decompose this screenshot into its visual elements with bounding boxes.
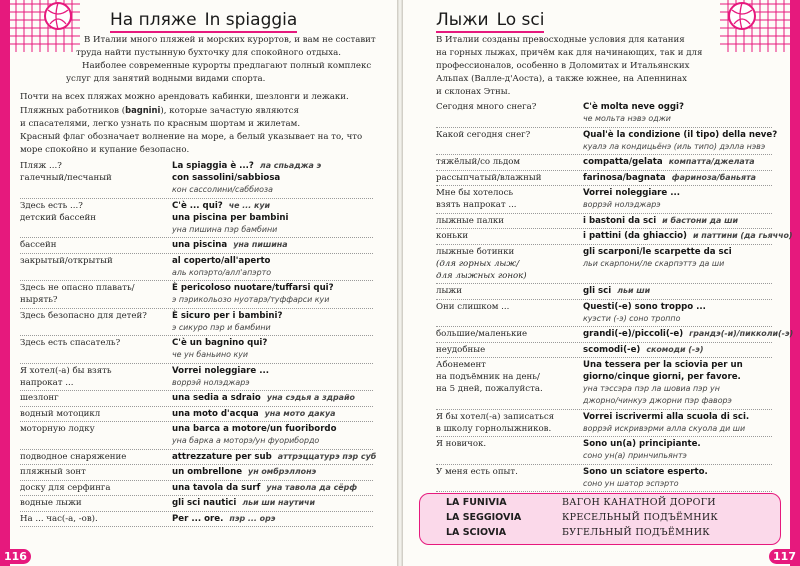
transliteration: э сикуро пэр и бамбини [172,322,271,332]
right-phrase-row [436,344,772,356]
russian-phrase-line: для лыжных гонок) [436,270,527,281]
russian-phrase-line: закрытый/открытый [20,255,113,266]
russian-phrase [20,239,56,251]
russian-phrase [436,187,517,211]
russian-phrase-line: Здесь есть ...? [20,200,83,211]
transliteration: аль копэрто/алл'апэрто [172,267,272,277]
russian-phrase-line: Здесь безопасно для детей? [20,310,147,321]
russian-phrase-line: галечный/песчаный [20,173,112,183]
left-section-title [110,10,297,33]
russian-phrase-line: Сегодня много снега? [436,102,537,112]
transliteration: уна барка а моторэ/ун фуорибордо [172,436,320,445]
russian-phrase [436,301,509,313]
russian-phrase-line: коньки [436,231,469,241]
russian-phrase [20,200,96,224]
russian-phrase-line: большие/маленькие [436,329,528,339]
transliteration: воррэй нолэджарэ [172,377,250,387]
right-phrase-row [436,438,772,462]
russian-phrase [436,438,486,450]
transliteration: че мольта нэвэ оджи [583,114,671,123]
left-phrase-row [20,282,373,306]
russian-phrase [436,285,462,297]
left-intro-line: В Италии много пляжей и морских курортов, и вам не составит [84,35,376,45]
italian-phrase-line: Vorrei noleggiare ... [583,188,681,198]
italian-phrase-line: attrezzature per sub аттрэццатурэ пэр суб [172,451,377,462]
transliteration: воррэй нолэджарэ [583,200,661,209]
left-phrase-row [20,497,373,509]
russian-phrase-line: пляжный зонт [20,467,86,477]
russian-phrase-line: подводное снаряжение [20,451,127,462]
italian-phrase-line: al coperto/all'aperto [172,255,271,266]
glossary-row [420,512,780,526]
right-phrase-row [436,328,794,340]
russian-phrase-line: взять напрокат ... [436,200,517,210]
left-phrase-row [20,337,373,361]
russian-phrase [436,215,504,227]
italian-phrase-line: con sassolini/sabbiosa [172,173,281,183]
russian-phrase [436,156,520,168]
russian-phrase-line: лыжные ботинки [436,246,515,257]
glossary-it: LA FUNIVIA [446,497,507,508]
russian-phrase-line: лыжные палки [436,215,504,226]
left-intro [66,34,376,86]
transliteration: уна пишина [233,240,288,249]
russian-phrase [20,423,95,435]
russian-phrase [20,513,98,525]
right-phrase-row [436,172,772,184]
russian-phrase-line: на подъёмник на день/ [436,372,540,382]
russian-phrase [20,160,112,184]
russian-phrase [436,172,541,184]
russian-phrase [20,497,82,509]
russian-phrase [436,344,485,356]
right-phrase-row [436,187,772,211]
italian-phrase-line: Sono un(a) principiante. [583,439,701,449]
transliteration: уна тавола да сёрф [266,482,358,492]
transliteration: аттрэццатурэ пэр суб [277,451,377,461]
glossary-it: LA SCIOVIA [446,527,507,538]
right-intro-line: Альпах (Валле-д'Аоста), а также южнее, на Апеннинах [436,74,687,84]
russian-phrase-line: Пляж ...? [20,161,62,171]
russian-phrase-line: водный мотоцикл [20,408,101,419]
left-title-it: In spiaggia [204,10,298,30]
italian-phrase-line: una tavola da surf уна тавола да сёрф [172,482,358,493]
left-intro2-line: Почти на всех пляжах можно арендовать кабинки, шезлонги и лежаки. [20,92,349,102]
transliteration: пэр ... орэ [229,513,276,523]
left-intro2-line: море спокойно и купание безопасно. [20,145,190,155]
transliteration: че ун баньино куи [172,350,249,359]
transliteration: соно ун шатор эспэрто [583,478,679,488]
italian-phrase-line: È sicuro per i bambini? [172,310,283,321]
right-phrase-row [436,129,778,153]
italian-phrase-line: una piscina уна пишина [172,240,288,250]
right-intro-line: на горных лыжах, причём как для начинающих, так и для [436,48,703,58]
right-phrase-row [436,285,772,297]
transliteration: компатта/джелата [668,157,755,166]
russian-phrase-line: Я новичок. [436,439,487,449]
right-intro-line: и склонах Этны. [436,87,511,97]
russian-phrase-line: Какой сегодня снег? [436,129,531,140]
italian-phrase-line: Una tessera per la sciovia per un [583,360,743,370]
russian-phrase-line: рассыпчатый/влажный [436,172,542,183]
row-divider [20,526,373,527]
russian-phrase-line: бассейн [20,240,57,250]
glossary-ru: БУГЕЛЬНЫЙ ПОДЪЁМНИК [562,527,710,538]
transliteration: куэсти (-э) соно троппо [583,313,681,323]
right-page [403,0,800,566]
italian-phrase-line: C'è un bagnino qui? [172,338,268,348]
russian-phrase [20,310,147,322]
russian-phrase-line: Я бы хотел(-а) записаться [436,411,555,422]
italian-phrase-line: i bastoni da sci и бастони да ши [583,215,739,226]
italian-phrase-line: una barca a motore/un fuoribordo [172,424,337,434]
left-intro-line: труда найти пустынную бухточку для спокойного отдыха. [76,48,341,58]
russian-phrase-line: в школу горнолыжников. [436,423,552,434]
russian-phrase-line: Они слишком ... [436,301,510,312]
italian-phrase-line: gli scarponi/le scarpette da sci [583,246,732,257]
left-intro-line: Наиболее современные курорты предлагают полный комплекс [82,61,372,71]
left-page-number: 116 [0,549,31,564]
right-intro-line: профессионалов, особенно в Доломитах и Итальянских [436,61,690,71]
ski-lift-glossary-box [419,493,781,545]
russian-phrase-line: Здесь есть спасатель? [20,338,121,348]
right-page-number: 117 [769,549,800,564]
italian-phrase-line: La spiaggia è ...? ла спьаджа э [172,161,322,171]
russian-phrase [436,246,527,282]
italian-phrase-line: Sono un sciatore esperto. [583,466,708,477]
italian-phrase-line: un ombrellone ун омбрэллонэ [172,467,317,477]
left-phrase-row [20,451,377,463]
left-intro-2 [20,91,362,157]
russian-phrase [20,392,59,404]
right-title-ru: Лыжи [436,10,489,30]
transliteration: ун омбрэллонэ [248,467,317,476]
transliteration: и бастони да ши [662,215,739,225]
russian-phrase [20,408,100,420]
russian-phrase-line: доску для серфинга [20,482,111,493]
russian-phrase-line: неудобные [436,344,486,355]
transliteration: куалэ ла кондицьёнэ (иль типо) дэлла нэвэ [583,141,766,151]
russian-phrase-line: У меня есть опыт. [436,466,518,477]
right-phrase-row [436,215,772,227]
italian-phrase-line: Questi(-e) sono troppo ... [583,301,706,312]
italian-phrase-line: Vorrei noleggiare ... [172,365,270,376]
russian-phrase [436,230,468,242]
italian-phrase-line: una moto d'acqua уна мото дакуа [172,408,336,419]
italian-phrase-line: grandi(-e)/piccoli(-e) грандэ(-и)/пикколи(-э) [583,329,794,339]
left-phrase-row [20,392,373,404]
italian-phrase-line: gli sci nautici льи ши наутичи [172,498,315,508]
transliteration: джорно/чинкуэ джорни пэр фаворэ [583,396,732,405]
transliteration: уна мото дакуа [264,408,336,418]
russian-phrase-line: (для горных лыж/ [436,258,520,269]
transliteration: уна тэссэра пэр ла шовиа пэр ун [583,384,720,393]
russian-phrase-line: Я хотел(-а) бы взять [20,365,112,376]
italian-phrase-line: C'è ... qui? че ... куи [172,200,271,211]
italian-phrase-line: una sedia a sdraio уна сэдья а здрайо [172,393,355,403]
russian-phrase-line: лыжи [436,286,462,296]
russian-phrase-line: На ... час(-а, -ов). [20,513,98,524]
left-intro2-line: и спасателями, легко узнать по красным шортам и жилетам. [20,119,301,129]
italian-phrase-line: compatta/gelata компатта/джелата [583,157,755,167]
russian-phrase-line: детский бассейн [20,212,96,223]
russian-phrase [20,482,111,494]
italian-phrase-line: Qual'è la condizione (il tipo) della neve? [583,129,778,140]
transliteration: фариноза/баньята [671,172,756,182]
right-phrase-row [436,359,772,407]
russian-phrase [20,337,120,349]
right-title-it: Lo sci [496,10,545,30]
russian-phrase-line: тяжёлый/со льдом [436,157,521,167]
italian-phrase-line: È pericoloso nuotare/tuffarsi qui? [172,283,334,293]
glossary-ru: ВАГОН КАНАТНОЙ ДОРОГИ [562,497,716,508]
transliteration: ла спьаджа э [259,161,322,170]
left-intro2-line: Красный флаг обозначает волнение на море, а белый указывает на то, что [20,132,363,142]
italian-phrase-line: farinosa/bagnata фариноза/баньята [583,172,756,183]
transliteration: льи ши наутичи [242,498,315,507]
right-intro-line: В Италии созданы превосходные условия для катания [436,35,685,45]
russian-phrase [436,101,536,113]
right-phrase-row [436,246,772,282]
right-intro [436,34,702,99]
russian-phrase [436,129,530,141]
italian-phrase-line: C'è molta neve oggi? [583,102,684,112]
transliteration: и паттини (да гьяччо) [692,231,793,240]
transliteration: льи скарпони/ле скарпэттэ да ши [583,258,725,268]
transliteration: уна пишина пэр бамбини [172,224,278,234]
russian-phrase-line: напрокат ... [20,377,74,388]
transliteration: кон сассолини/саббиоза [172,185,273,194]
russian-phrase [436,359,543,395]
left-intro2-line: Пляжных работников (bagnini), которые зачастую являются [20,105,299,116]
left-phrase-row [20,423,373,447]
russian-phrase [20,466,86,478]
transliteration: уна сэдья а здрайо [266,393,355,402]
right-page-edge-bar [790,0,800,566]
transliteration: грандэ(-и)/пикколи(-э) [689,329,794,338]
russian-phrase-line: Мне бы хотелось [436,188,514,198]
italian-phrase-line: gli sci льи ши [583,286,651,296]
russian-phrase-line: шезлонг [20,393,59,403]
left-intro-line: услуг для занятий водными видами спорта. [66,74,266,84]
italian-phrase-line: una piscina per bambini [172,212,289,223]
russian-phrase-line: Абонемент [436,360,486,370]
left-phrase-row [20,200,373,236]
italian-phrase-line: giorno/cinque giorni, per favore. [583,372,741,382]
left-phrase-row [20,482,373,494]
right-phrase-row [436,101,772,125]
glossary-row [420,527,780,541]
transliteration: скомоди (-э) [646,344,704,354]
russian-phrase [20,451,126,463]
transliteration: льи ши [617,286,651,295]
glossary-it: LA SEGGIOVIA [446,512,522,523]
left-phrase-row [20,365,373,389]
russian-phrase-line: на 5 дней, пожалуйста. [436,384,543,394]
italian-phrase-line: Per ... ore. пэр ... орэ [172,513,276,524]
glossary-row [420,497,780,511]
right-phrase-row [436,466,772,490]
right-phrase-row [436,230,793,242]
russian-phrase-line: моторную лодку [20,424,95,434]
right-section-title [436,10,544,33]
transliteration: че ... куи [228,200,271,210]
russian-phrase-line: Здесь не опасно плавать/ [20,283,135,293]
transliteration: соно ун(а) принчипьянтэ [583,451,687,460]
russian-phrase [436,466,518,478]
left-phrase-row [20,408,373,420]
left-phrase-row [20,239,373,251]
right-phrase-row [436,411,772,435]
transliteration: воррэй искривэрми алла скуола ди ши [583,423,746,433]
right-phrase-row [436,156,772,168]
left-title-ru: На пляже [110,10,197,30]
russian-phrase-line: водные лыжи [20,498,82,508]
italian-phrase-line: Vorrei iscrivermi alla scuola di sci. [583,411,750,422]
glossary-ru: КРЕСЕЛЬНЫЙ ПОДЪЁМНИК [562,512,719,523]
left-phrase-row [20,513,373,525]
russian-phrase [20,255,113,267]
transliteration: э пэрикольозо нуотарэ/туффарси куи [172,295,330,304]
volleyball-net-icon [10,0,80,52]
volleyball-net-icon [720,0,790,52]
russian-phrase [436,328,527,340]
russian-phrase [20,365,112,389]
russian-phrase [20,282,135,306]
left-phrase-row [20,160,373,196]
italian-phrase-line: scomodi(-e) скомоди (-э) [583,344,704,355]
left-phrase-row [20,255,373,279]
right-phrase-row [436,301,772,325]
russian-phrase [436,411,554,435]
left-phrase-row [20,466,373,478]
italian-phrase-line: i pattini (da ghiaccio) и паттини (да гьяччо) [583,231,793,241]
left-page [0,0,397,566]
russian-phrase-line: нырять? [20,295,58,305]
left-page-edge-bar [0,0,10,566]
left-phrase-row [20,310,373,334]
